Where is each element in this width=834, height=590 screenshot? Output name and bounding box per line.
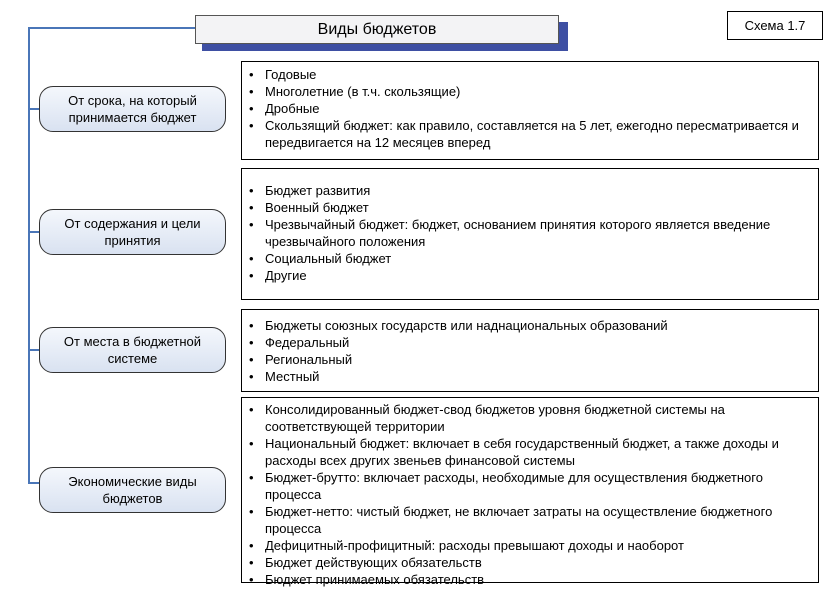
connector-line-top — [28, 27, 196, 29]
category-term — [39, 86, 226, 132]
diagram-title: Виды бюджетов — [195, 15, 559, 44]
item-list — [248, 317, 812, 385]
list-item: • Бюджет развития — [249, 183, 371, 198]
list-item: • Другие — [249, 268, 307, 283]
content-box-budget-system-place — [241, 309, 819, 392]
list-item: • Социальный бюджет — [249, 251, 392, 266]
content-box-economic-types — [241, 397, 819, 587]
list-item: • Дробные — [249, 101, 320, 116]
list-item: • Федеральный — [249, 335, 350, 350]
list-item: • Скользящий бюджет: как правило, составляется на 5 лет, ежегодно пересматривается и передвигается на 12 месяцев вперед — [249, 118, 799, 150]
list-item: • Национальный бюджет: включает в себя государственный бюджет, а также доходы и расходы всех других звеньев финансовой системы — [249, 436, 779, 468]
list-item: • Годовые — [249, 67, 317, 82]
list-item: • Бюджет принимаемых обязательств — [249, 572, 485, 587]
list-item: • Консолидированный бюджет-свод бюджетов уровня бюджетной системы на соответствующей территории — [249, 402, 725, 434]
connector-line-main — [28, 27, 30, 483]
list-item: • Местный — [249, 369, 320, 384]
category-budget-system-place-label: От места в бюджетной системе — [63, 334, 202, 366]
category-term-label: От срока, на который принимается бюджет — [68, 93, 197, 125]
list-item: • Бюджет-нетто: чистый бюджет, не включает затраты на осуществление бюджетного процесса — [249, 504, 773, 536]
item-list — [248, 182, 812, 284]
category-budget-system-place — [39, 327, 226, 373]
category-economic-types-label: Экономические виды бюджетов — [68, 474, 197, 506]
content-box-content-purpose — [241, 168, 819, 300]
list-item: • Региональный — [249, 352, 353, 367]
category-economic-types — [39, 467, 226, 513]
list-item: • Многолетние (в т.ч. скользящие) — [249, 84, 461, 99]
category-content-purpose-label: От содержания и цели принятия — [64, 216, 201, 248]
item-list — [248, 66, 812, 151]
content-box-term — [241, 61, 819, 160]
list-item: • Военный бюджет — [249, 200, 369, 215]
category-content-purpose — [39, 209, 226, 255]
list-item: • Бюджет-брутто: включает расходы, необходимые для осуществления бюджетного процесса — [249, 470, 763, 502]
list-item: • Чрезвычайный бюджет: бюджет, основанием принятия которого является введение чрезвычайного положения — [249, 217, 771, 249]
list-item: • Дефицитный-профицитный: расходы превышают доходы и наоборот — [249, 538, 684, 553]
scheme-label: Схема 1.7 — [727, 11, 823, 40]
list-item: • Бюджеты союзных государств или наднациональных образований — [249, 318, 668, 333]
list-item: • Бюджет действующих обязательств — [249, 555, 482, 570]
item-list — [248, 401, 812, 588]
